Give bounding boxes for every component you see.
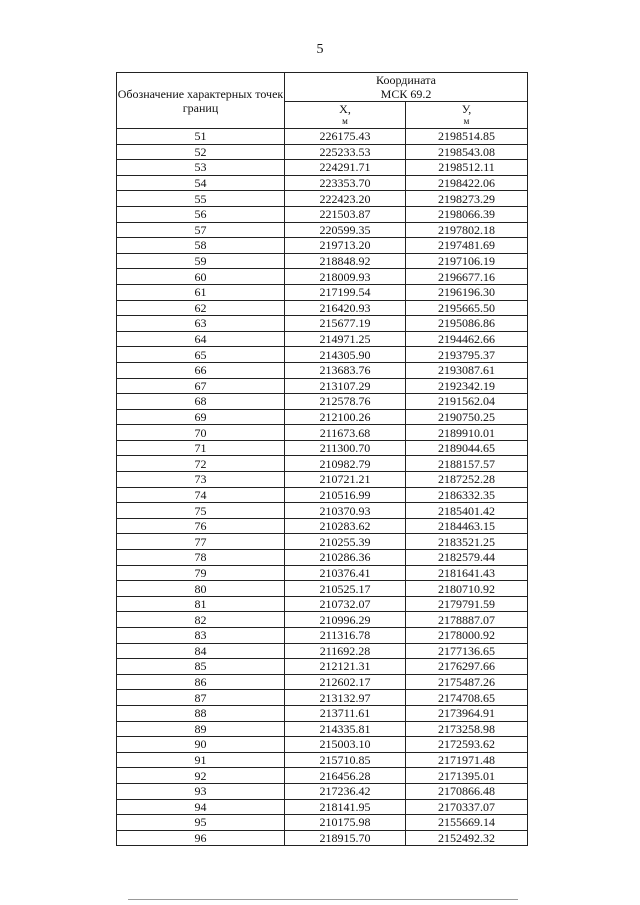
point-number-cell: 61	[117, 284, 285, 300]
x-coordinate-cell: 211300.70	[285, 440, 406, 456]
table-row	[117, 815, 528, 831]
y-coordinate-cell: 2173964.91	[406, 705, 528, 721]
point-number-cell: 56	[117, 206, 285, 222]
y-coordinate-cell: 2175487.26	[406, 674, 528, 690]
y-coordinate-cell: 2174708.65	[406, 690, 528, 706]
table-row	[117, 752, 528, 768]
table-header	[117, 73, 528, 129]
point-number-cell: 75	[117, 503, 285, 519]
table-row	[117, 612, 528, 628]
point-number-cell: 55	[117, 191, 285, 207]
header-y	[406, 102, 528, 129]
table-row	[117, 316, 528, 332]
y-coordinate-cell: 2152492.32	[406, 830, 528, 846]
page-number: 5	[316, 42, 324, 57]
x-coordinate-cell: 214305.90	[285, 347, 406, 363]
point-number-cell: 92	[117, 768, 285, 784]
coordinates-table	[116, 72, 528, 846]
y-coordinate-cell: 2189044.65	[406, 440, 528, 456]
header-x-label: Х,	[339, 102, 351, 116]
x-coordinate-cell: 211316.78	[285, 628, 406, 644]
y-coordinate-cell: 2182579.44	[406, 550, 528, 566]
table-row	[117, 768, 528, 784]
y-coordinate-cell: 2198273.29	[406, 191, 528, 207]
x-coordinate-cell: 212602.17	[285, 674, 406, 690]
point-number-cell: 91	[117, 752, 285, 768]
table-row	[117, 394, 528, 410]
table-row	[117, 565, 528, 581]
table-row	[117, 659, 528, 675]
point-number-cell: 90	[117, 737, 285, 753]
y-coordinate-cell: 2178000.92	[406, 628, 528, 644]
x-coordinate-cell: 216456.28	[285, 768, 406, 784]
table-row	[117, 487, 528, 503]
point-number-cell: 87	[117, 690, 285, 706]
table-row	[117, 830, 528, 846]
table-row	[117, 425, 528, 441]
y-coordinate-cell: 2171971.48	[406, 752, 528, 768]
y-coordinate-cell: 2195086.86	[406, 316, 528, 332]
x-coordinate-cell: 212100.26	[285, 409, 406, 425]
point-number-cell: 83	[117, 628, 285, 644]
y-coordinate-cell: 2194462.66	[406, 331, 528, 347]
y-coordinate-cell: 2198512.11	[406, 160, 528, 176]
y-coordinate-cell: 2184463.15	[406, 518, 528, 534]
table-row	[117, 362, 528, 378]
x-coordinate-cell: 213132.97	[285, 690, 406, 706]
x-coordinate-cell: 215677.19	[285, 316, 406, 332]
point-number-cell: 64	[117, 331, 285, 347]
y-coordinate-cell: 2178887.07	[406, 612, 528, 628]
table-row	[117, 534, 528, 550]
table-row	[117, 175, 528, 191]
y-coordinate-cell: 2191562.04	[406, 394, 528, 410]
header-coordinate	[285, 73, 528, 102]
x-coordinate-cell: 215710.85	[285, 752, 406, 768]
y-coordinate-cell: 2179791.59	[406, 596, 528, 612]
x-coordinate-cell: 210516.99	[285, 487, 406, 503]
table-row	[117, 503, 528, 519]
table-row	[117, 518, 528, 534]
x-coordinate-cell: 217236.42	[285, 783, 406, 799]
point-number-cell: 88	[117, 705, 285, 721]
x-coordinate-cell: 215003.10	[285, 737, 406, 753]
y-coordinate-cell: 2198066.39	[406, 206, 528, 222]
table-row	[117, 705, 528, 721]
table-row	[117, 674, 528, 690]
table-row	[117, 628, 528, 644]
x-coordinate-cell: 218141.95	[285, 799, 406, 815]
x-coordinate-cell: 210175.98	[285, 815, 406, 831]
y-coordinate-cell: 2192342.19	[406, 378, 528, 394]
table-row	[117, 440, 528, 456]
x-coordinate-cell: 211673.68	[285, 425, 406, 441]
x-coordinate-cell: 211692.28	[285, 643, 406, 659]
table-row	[117, 253, 528, 269]
x-coordinate-cell: 210283.62	[285, 518, 406, 534]
table-row	[117, 300, 528, 316]
table-body	[117, 129, 528, 846]
x-coordinate-cell: 212121.31	[285, 659, 406, 675]
header-y-label: У,	[461, 102, 472, 116]
y-coordinate-cell: 2170866.48	[406, 783, 528, 799]
point-number-cell: 86	[117, 674, 285, 690]
table-row	[117, 331, 528, 347]
table-row	[117, 409, 528, 425]
x-coordinate-cell: 212578.76	[285, 394, 406, 410]
point-number-cell: 68	[117, 394, 285, 410]
x-coordinate-cell: 218848.92	[285, 253, 406, 269]
table-row	[117, 144, 528, 160]
point-number-cell: 57	[117, 222, 285, 238]
table-row	[117, 581, 528, 597]
y-coordinate-cell: 2197802.18	[406, 222, 528, 238]
point-number-cell: 77	[117, 534, 285, 550]
table-row	[117, 347, 528, 363]
x-coordinate-cell: 210255.39	[285, 534, 406, 550]
x-coordinate-cell: 213711.61	[285, 705, 406, 721]
point-number-cell: 89	[117, 721, 285, 737]
y-coordinate-cell: 2183521.25	[406, 534, 528, 550]
x-coordinate-cell: 210982.79	[285, 456, 406, 472]
y-coordinate-cell: 2187252.28	[406, 472, 528, 488]
y-coordinate-cell: 2197481.69	[406, 238, 528, 254]
point-number-cell: 52	[117, 144, 285, 160]
point-number-cell: 74	[117, 487, 285, 503]
table-row	[117, 550, 528, 566]
y-coordinate-cell: 2172593.62	[406, 737, 528, 753]
point-number-cell: 81	[117, 596, 285, 612]
bottom-edge-line	[128, 899, 518, 900]
x-coordinate-cell: 214335.81	[285, 721, 406, 737]
point-number-cell: 78	[117, 550, 285, 566]
point-number-cell: 84	[117, 643, 285, 659]
point-number-cell: 65	[117, 347, 285, 363]
y-coordinate-cell: 2171395.01	[406, 768, 528, 784]
point-number-cell: 82	[117, 612, 285, 628]
point-number-cell: 70	[117, 425, 285, 441]
point-number-cell: 63	[117, 316, 285, 332]
table-row	[117, 129, 528, 145]
point-number-cell: 85	[117, 659, 285, 675]
point-number-cell: 69	[117, 409, 285, 425]
y-coordinate-cell: 2197106.19	[406, 253, 528, 269]
header-y-unit: м	[463, 116, 470, 126]
y-coordinate-cell: 2176297.66	[406, 659, 528, 675]
table-row	[117, 472, 528, 488]
point-number-cell: 53	[117, 160, 285, 176]
point-number-cell: 95	[117, 815, 285, 831]
y-coordinate-cell: 2173258.98	[406, 721, 528, 737]
point-number-cell: 71	[117, 440, 285, 456]
point-number-cell: 58	[117, 238, 285, 254]
x-coordinate-cell: 217199.54	[285, 284, 406, 300]
y-coordinate-cell: 2198543.08	[406, 144, 528, 160]
x-coordinate-cell: 210525.17	[285, 581, 406, 597]
point-number-cell: 73	[117, 472, 285, 488]
header-point-designation: Обозначение характерных точек границ	[117, 73, 285, 129]
x-coordinate-cell: 226175.43	[285, 129, 406, 145]
y-coordinate-cell: 2196196.30	[406, 284, 528, 300]
table-row	[117, 783, 528, 799]
point-number-cell: 54	[117, 175, 285, 191]
y-coordinate-cell: 2198422.06	[406, 175, 528, 191]
x-coordinate-cell: 216420.93	[285, 300, 406, 316]
x-coordinate-cell: 210286.36	[285, 550, 406, 566]
y-coordinate-cell: 2170337.07	[406, 799, 528, 815]
table-row	[117, 378, 528, 394]
point-number-cell: 80	[117, 581, 285, 597]
y-coordinate-cell: 2181641.43	[406, 565, 528, 581]
header-x	[285, 102, 406, 129]
y-coordinate-cell: 2195665.50	[406, 300, 528, 316]
x-coordinate-cell: 220599.35	[285, 222, 406, 238]
point-number-cell: 66	[117, 362, 285, 378]
x-coordinate-cell: 224291.71	[285, 160, 406, 176]
x-coordinate-cell: 214971.25	[285, 331, 406, 347]
point-number-cell: 51	[117, 129, 285, 145]
point-number-cell: 93	[117, 783, 285, 799]
table-row	[117, 690, 528, 706]
table-row	[117, 206, 528, 222]
y-coordinate-cell: 2196677.16	[406, 269, 528, 285]
x-coordinate-cell: 225233.53	[285, 144, 406, 160]
table-row	[117, 238, 528, 254]
table-row	[117, 456, 528, 472]
point-number-cell: 60	[117, 269, 285, 285]
y-coordinate-cell: 2188157.57	[406, 456, 528, 472]
y-coordinate-cell: 2193087.61	[406, 362, 528, 378]
y-coordinate-cell: 2190750.25	[406, 409, 528, 425]
point-number-cell: 79	[117, 565, 285, 581]
x-coordinate-cell: 210732.07	[285, 596, 406, 612]
x-coordinate-cell: 210721.21	[285, 472, 406, 488]
table-row	[117, 721, 528, 737]
x-coordinate-cell: 210370.93	[285, 503, 406, 519]
table-row	[117, 269, 528, 285]
table-row	[117, 799, 528, 815]
table-row	[117, 284, 528, 300]
x-coordinate-cell: 218915.70	[285, 830, 406, 846]
y-coordinate-cell: 2155669.14	[406, 815, 528, 831]
point-number-cell: 62	[117, 300, 285, 316]
x-coordinate-cell: 219713.20	[285, 238, 406, 254]
table-row	[117, 737, 528, 753]
table-row	[117, 191, 528, 207]
table-row	[117, 596, 528, 612]
y-coordinate-cell: 2198514.85	[406, 129, 528, 145]
point-number-cell: 67	[117, 378, 285, 394]
header-coordinate-system: МСК 69.2	[380, 87, 432, 101]
y-coordinate-cell: 2180710.92	[406, 581, 528, 597]
x-coordinate-cell: 210996.29	[285, 612, 406, 628]
y-coordinate-cell: 2177136.65	[406, 643, 528, 659]
y-coordinate-cell: 2185401.42	[406, 503, 528, 519]
x-coordinate-cell: 213683.76	[285, 362, 406, 378]
header-coordinate-title: Координата	[376, 73, 436, 87]
header-x-unit: м	[342, 116, 348, 126]
y-coordinate-cell: 2189910.01	[406, 425, 528, 441]
point-number-cell: 96	[117, 830, 285, 846]
point-number-cell: 94	[117, 799, 285, 815]
y-coordinate-cell: 2193795.37	[406, 347, 528, 363]
x-coordinate-cell: 223353.70	[285, 175, 406, 191]
point-number-cell: 76	[117, 518, 285, 534]
y-coordinate-cell: 2186332.35	[406, 487, 528, 503]
table-row	[117, 643, 528, 659]
point-number-cell: 59	[117, 253, 285, 269]
point-number-cell: 72	[117, 456, 285, 472]
x-coordinate-cell: 213107.29	[285, 378, 406, 394]
table-row	[117, 160, 528, 176]
x-coordinate-cell: 210376.41	[285, 565, 406, 581]
x-coordinate-cell: 222423.20	[285, 191, 406, 207]
x-coordinate-cell: 218009.93	[285, 269, 406, 285]
x-coordinate-cell: 221503.87	[285, 206, 406, 222]
table-row	[117, 222, 528, 238]
